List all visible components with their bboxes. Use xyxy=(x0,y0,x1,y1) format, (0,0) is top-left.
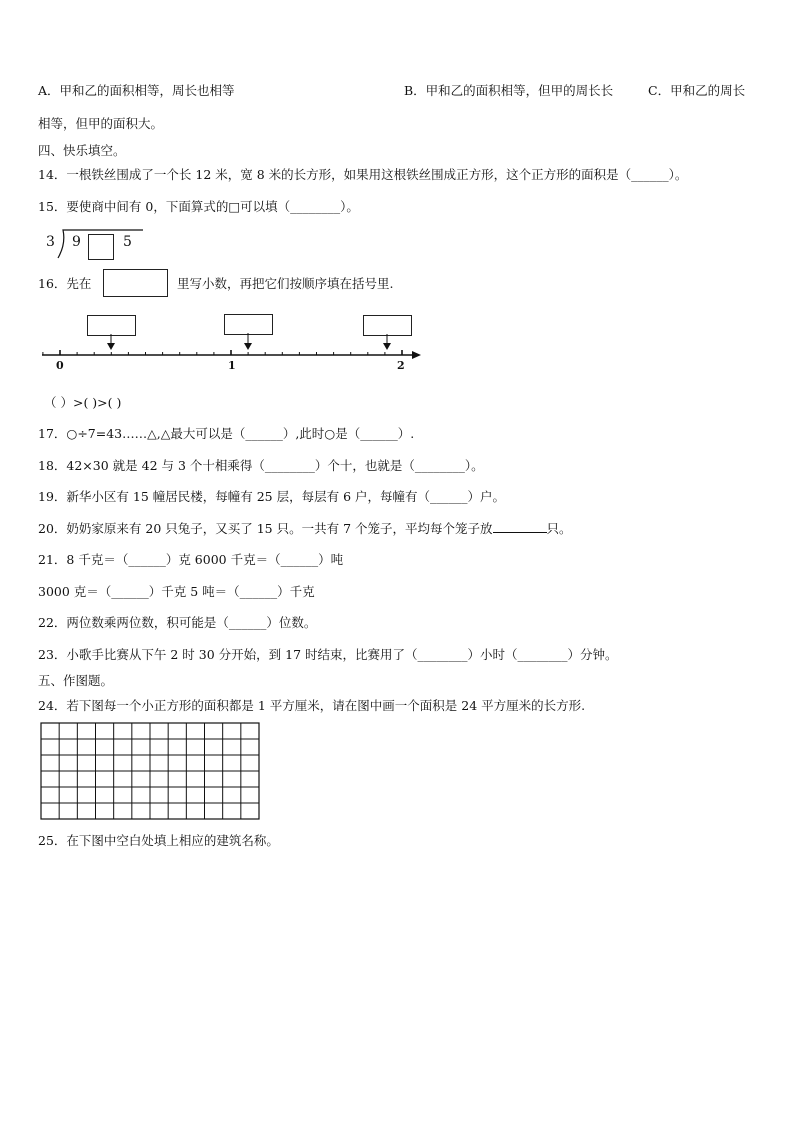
question-20-text: 20．奶奶家原来有 20 只兔子，又买了 15 只。一共有 7 个笼子，平均每个笼子放 xyxy=(38,521,493,536)
dividend-digit-3: 5 xyxy=(123,234,132,250)
question-23: 23．小歌手比赛从下午 2 时 30 分开始，到 17 时结束，比赛用了（________）小时（________）分钟。 xyxy=(38,647,618,662)
question-21-line-1: 21．8 千克＝（______）克 6000 千克＝（______）吨 xyxy=(38,552,344,567)
question-20-unit: 只。 xyxy=(546,521,572,536)
question-14: 14．一根铁丝围成了一个长 12 米，宽 8 米的长方形，如果用这根铁丝围成正方形，这个正方形的面积是（______）。 xyxy=(38,167,688,182)
question-25: 25．在下图中空白处填上相应的建筑名称。 xyxy=(38,833,279,848)
tick-label-1: 1 xyxy=(228,359,236,372)
q13-option-a: A．甲和乙的面积相等，周长也相等 xyxy=(38,83,235,98)
question-17: 17．○÷7=43……△,△最大可以是（______）,此时○是（______）. xyxy=(38,426,415,441)
section-5-title: 五、作图题。 xyxy=(38,673,114,688)
answer-blank[interactable] xyxy=(493,520,547,533)
question-20 xyxy=(38,520,572,537)
question-19: 19．新华小区有 15 幢居民楼，每幢有 25 层，每层有 6 户，每幢有（______）户。 xyxy=(38,489,506,504)
q13-option-c: C．甲和乙的周长 xyxy=(648,83,746,98)
q13-option-b: B．甲和乙的面积相等，但甲的周长长 xyxy=(404,83,614,98)
question-24: 24．若下图每一个小正方形的面积都是 1 平方厘米，请在图中画一个面积是 24 平方厘米的长方形. xyxy=(38,698,586,713)
order-line: （ ）>( )>( ) xyxy=(44,395,122,410)
question-16-prefix: 16．先在 xyxy=(38,276,92,291)
tick-label-0: 0 xyxy=(56,359,64,372)
question-22: 22．两位数乘两位数，积可能是（______）位数。 xyxy=(38,615,317,630)
tick-label-2: 2 xyxy=(397,359,405,372)
question-16-suffix: 里写小数，再把它们按顺序填在括号里. xyxy=(177,276,394,291)
dividend-digit-1: 9 xyxy=(72,234,81,250)
question-21-line-2: 3000 克＝（______）千克 5 吨＝（______）千克 xyxy=(38,584,315,599)
question-18: 18．42×30 就是 42 与 3 个十相乘得（________）个十，也就是（________）。 xyxy=(38,458,484,473)
q13-option-c-continued: 相等，但甲的面积大。 xyxy=(38,116,164,131)
section-4-title: 四、快乐填空。 xyxy=(38,143,126,158)
divisor: 3 xyxy=(46,234,55,250)
number-line xyxy=(0,0,794,380)
question-15: 15．要使商中间有 0，下面算式的□可以填（________）。 xyxy=(38,199,359,214)
square-grid[interactable] xyxy=(40,722,260,822)
